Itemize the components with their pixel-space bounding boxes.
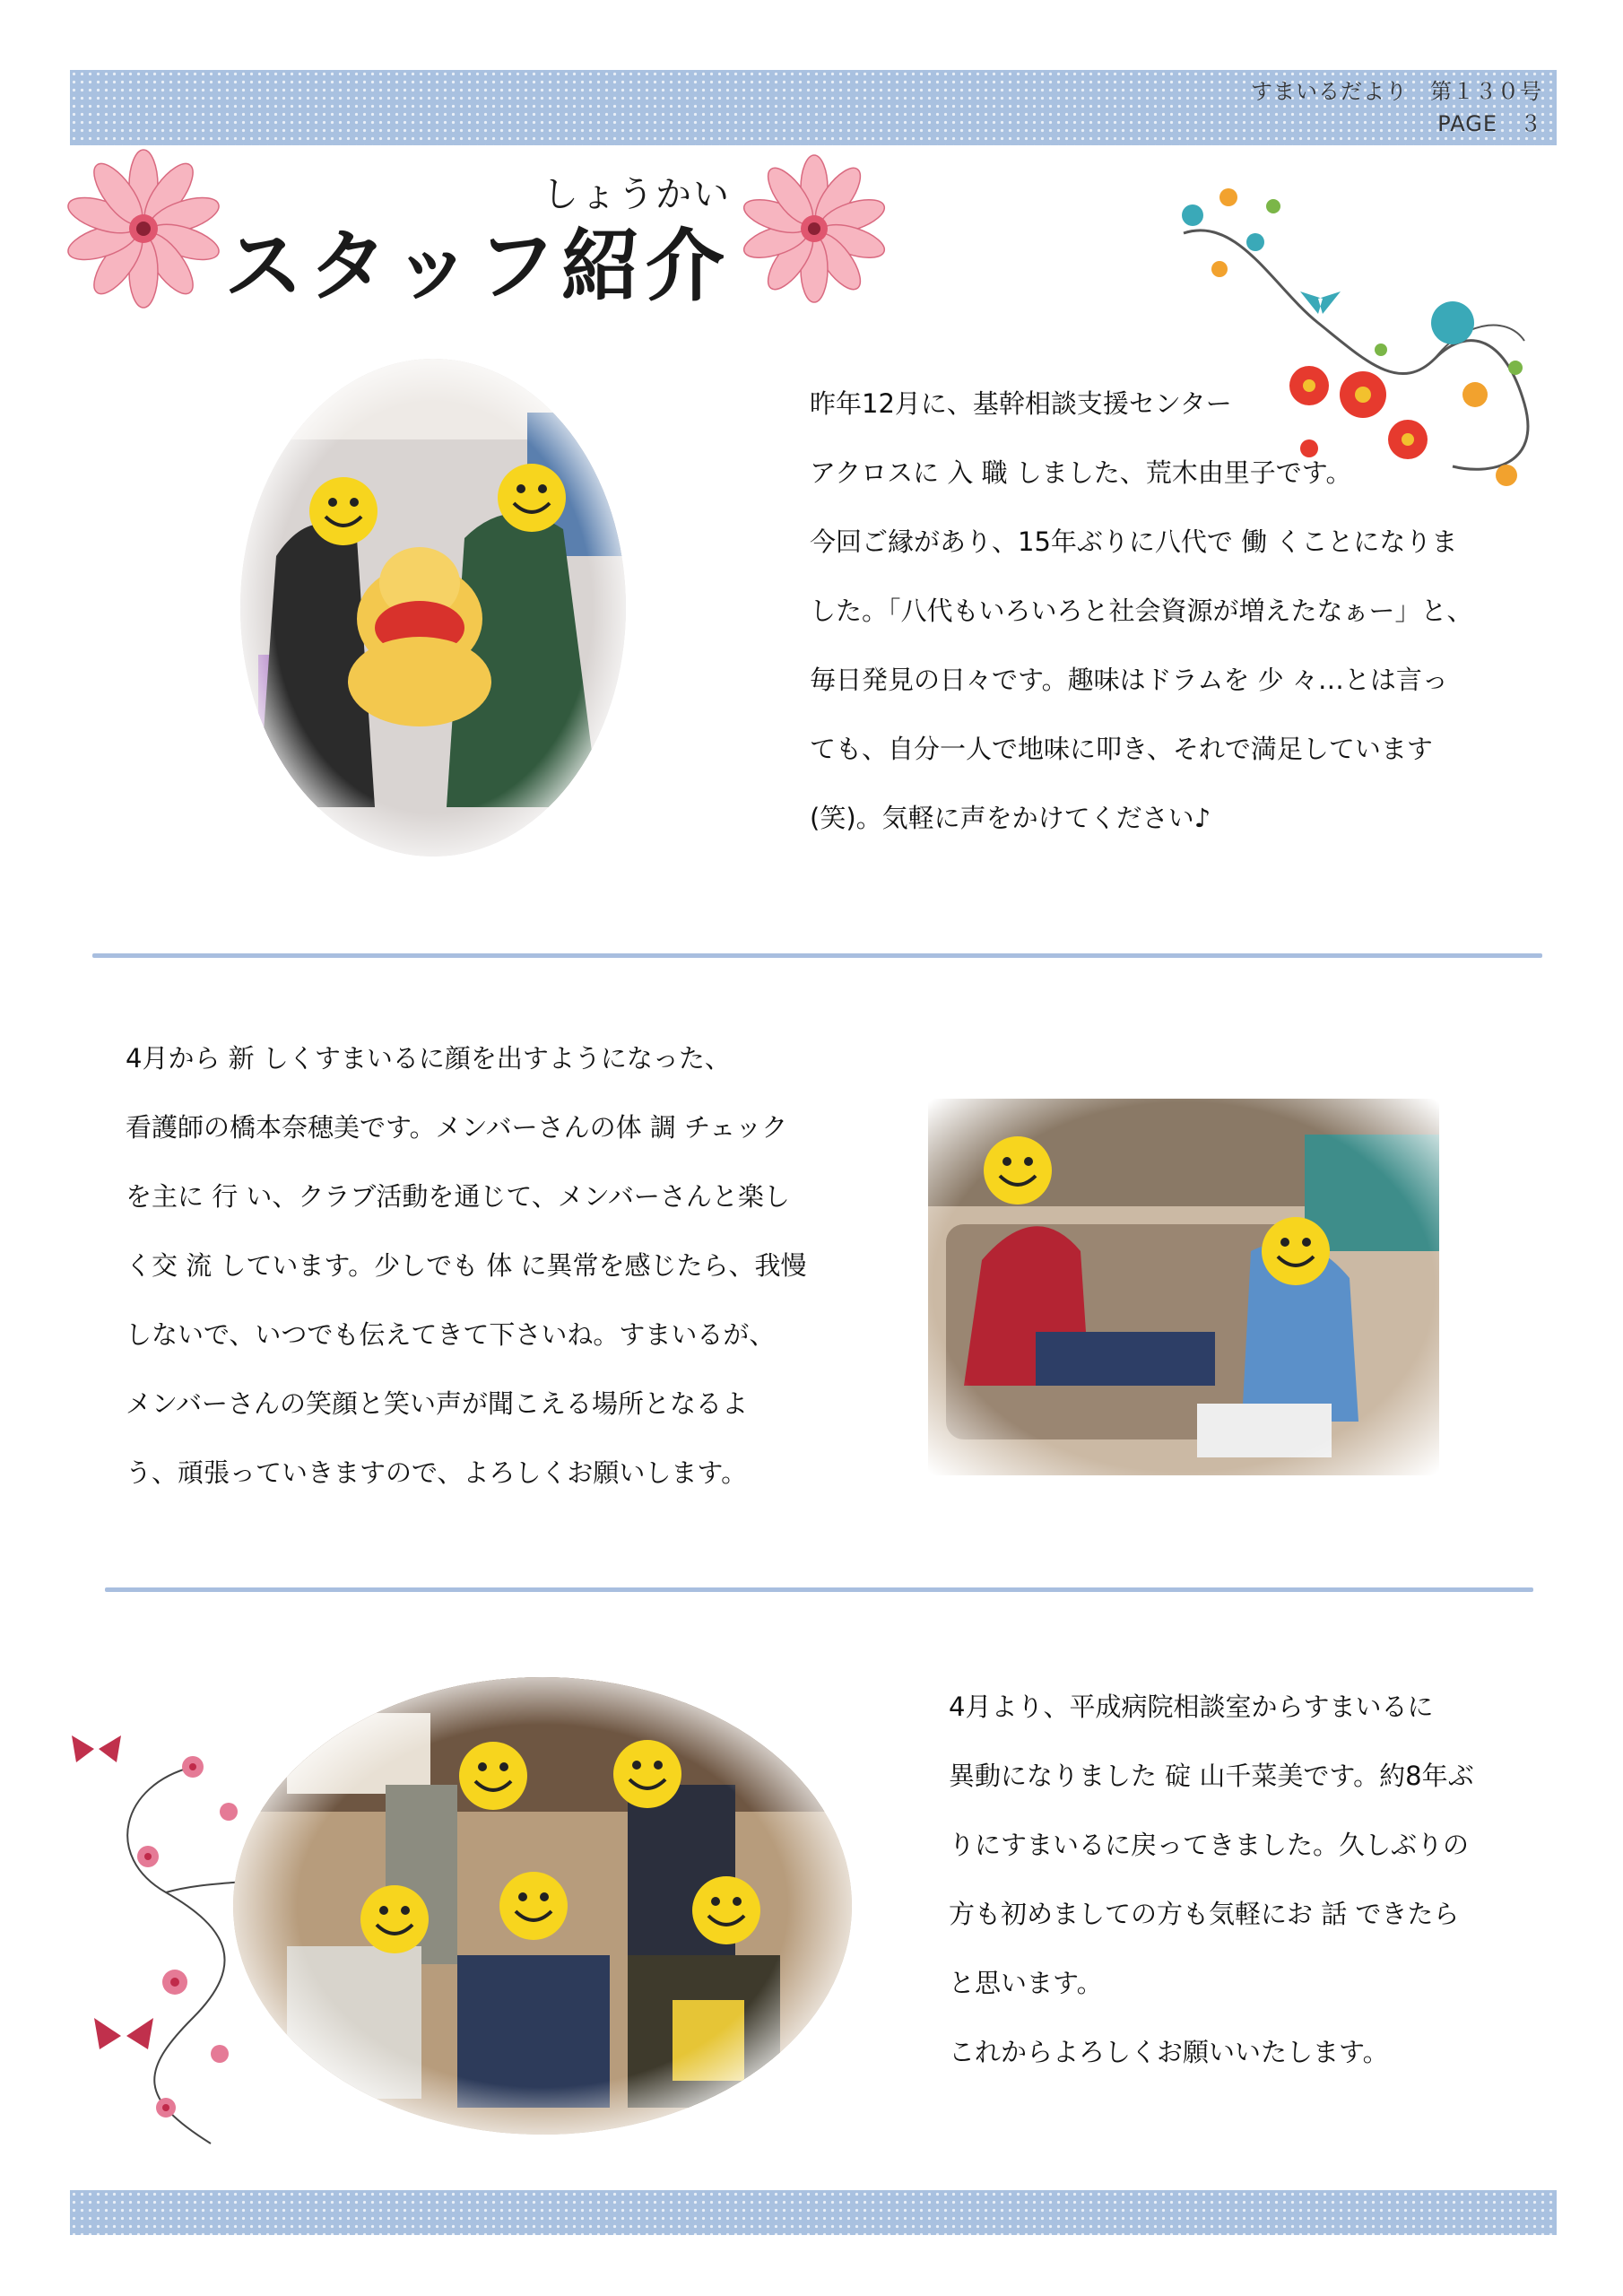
section2-line: 看護師の橋本奈穂美です。メンバーさんの体 調 チェック — [126, 1112, 788, 1143]
smiley-face-icon — [359, 1883, 430, 1955]
butterfly-icon — [72, 1735, 121, 1762]
smiley-face-icon — [498, 1870, 569, 1942]
title-main: スタッフ紹介 — [224, 220, 731, 312]
section3-text — [949, 1662, 1567, 2076]
smiley-face-icon — [982, 1135, 1054, 1206]
page-number: PAGE ３ — [1437, 111, 1542, 136]
staff-photo-2 — [928, 1099, 1439, 1475]
section1-line: 昨年12月に、基幹相談支援センター — [810, 388, 1232, 419]
pink-flower-icon — [742, 152, 886, 305]
section1-line: 今回ご縁があり、15年ぶりに八代で 働 くことになりま — [810, 526, 1458, 557]
section3-line: 方も初めましての方も気軽にお 話 できたら — [949, 1899, 1460, 1929]
section1-line: (笑)。気軽に声をかけてください♪ — [810, 803, 1211, 833]
staff-photo-1 — [240, 359, 626, 857]
header-text — [1251, 75, 1542, 140]
pink-flower-icon — [67, 148, 220, 309]
section3-line: りにすまいるに戻ってきました。久しぶりの — [949, 1830, 1470, 1860]
smiley-face-icon — [496, 462, 568, 534]
section2-text — [126, 1013, 843, 1497]
smiley-face-icon — [612, 1738, 683, 1810]
newsletter-issue: すまいるだより 第１３０号 — [1251, 79, 1542, 104]
section3-line: 異動になりました 碇 山千菜美です。約8年ぶ — [949, 1761, 1474, 1791]
section3-line: これからよろしくお願いいたします。 — [949, 2037, 1389, 2067]
section2-line: 4月から 新 しくすまいるに顔を出すようになった、 — [126, 1043, 731, 1074]
section2-line: う、頑張っていきますので、よろしくお願いします。 — [126, 1457, 748, 1488]
section-divider — [92, 953, 1542, 958]
section1-line: アクロスに 入 職 しました、荒木由里子です。 — [810, 457, 1352, 488]
butterfly-icon — [94, 2018, 153, 2049]
footer-band — [70, 2190, 1557, 2235]
section2-line: しないで、いつでも伝えてきて下さいね。すまいるが、 — [126, 1319, 776, 1350]
section2-line: を主に 行 い、クラブ活動を通じて、メンバーさんと楽し — [126, 1181, 790, 1212]
section1-line: した。「八代もいろいろと社会資源が増えたなぁー」と、 — [810, 596, 1473, 626]
section1-line: 毎日発見の日々です。趣味はドラムを 少 々…とは言っ — [810, 665, 1448, 695]
section1-line: ても、自分一人で地味に叩き、それで満足しています — [810, 734, 1433, 764]
staff-photo-3 — [233, 1677, 852, 2135]
header-band — [70, 70, 1557, 145]
section3-line: 4月より、平成病院相談室からすまいるに — [949, 1692, 1434, 1722]
section2-line: メンバーさんの笑顔と笑い声が聞こえる場所となるよ — [126, 1388, 748, 1419]
page-title — [224, 166, 744, 312]
section2-line: く交 流 しています。少しでも 体 に異常を感じたら、我慢 — [126, 1250, 807, 1281]
section1-text — [810, 359, 1545, 842]
smiley-face-icon — [690, 1874, 762, 1946]
smiley-face-icon — [308, 475, 379, 547]
section-divider — [105, 1587, 1533, 1592]
smiley-face-icon — [1260, 1215, 1332, 1287]
section3-line: と思います。 — [949, 1968, 1103, 1998]
smiley-face-icon — [457, 1740, 529, 1812]
title-ruby: しょうかい — [542, 174, 731, 215]
